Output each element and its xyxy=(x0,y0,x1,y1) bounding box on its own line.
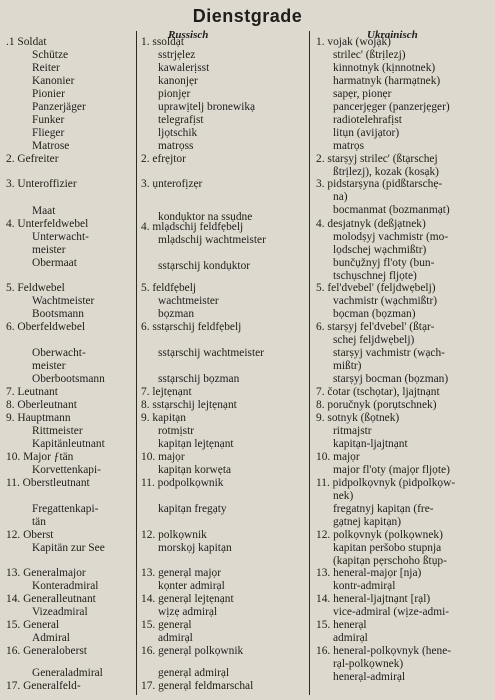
russian-rank-line: matrọss xyxy=(158,140,194,152)
russian-rank-line: uprawịtelj bronewikạ xyxy=(158,101,256,113)
russian-rank-line: 12. polkọwnik xyxy=(141,529,207,541)
ukrainian-rank-line: pancerjẹger (panzerjẹger) xyxy=(333,101,450,113)
russian-rank-line: wachtmeister xyxy=(158,295,219,307)
german-rank-line: 7. Leutnant xyxy=(6,386,58,398)
german-rank-line: 13. Generalmajor xyxy=(6,567,86,579)
ukrainian-rank-line: starṣyj bocman (bọzman) xyxy=(333,373,449,385)
russian-rank-line: 9. kapitạn xyxy=(141,412,186,424)
russian-rank-line: sstạrschij wachtmeister xyxy=(158,347,264,359)
german-rank-line: Matrose xyxy=(32,140,70,152)
ukrainian-rank-line: kontr-admirạl xyxy=(333,580,396,592)
ukrainian-rank-line: mißtr) xyxy=(333,360,362,372)
german-rank-line: Panzerjäger xyxy=(32,101,86,113)
russian-rank-line: 6. sstạrschij feldfẹbelj xyxy=(141,321,242,333)
ukrainian-rank-line: ßtrịlezj), kozak (kosạk) xyxy=(333,166,439,178)
ukrainian-rank-line: vachmistr (wạchmißtr) xyxy=(333,295,438,307)
ukrainian-rank-line: 12. polkọvnyk (polkọwnek) xyxy=(316,529,443,541)
german-rank-line: Funker xyxy=(32,114,65,126)
german-rank-line: Reiter xyxy=(32,62,60,74)
ukrainian-rank-line: kapitan peršobo stupnja xyxy=(333,542,442,554)
german-rank-line: Konteradmiral xyxy=(32,580,99,592)
german-rank-line: 15. General xyxy=(6,619,60,631)
german-rank-line: .1 Soldat xyxy=(6,36,47,48)
german-rank-line: Unterwacht- xyxy=(32,231,89,243)
german-rank-line: Vizeadmiral xyxy=(32,606,88,618)
german-rank-line: 8. Oberleutnant xyxy=(6,399,77,411)
ukrainian-rank-line: 4. desjatnyk (deßjạtnek) xyxy=(316,218,426,230)
russian-rank-line: kapitạn fregạty xyxy=(158,503,227,515)
german-rank-line: tän xyxy=(32,516,46,528)
ukrainian-rank-line: gạtnej kapitạn) xyxy=(333,516,401,528)
ukrainian-rank-line: 13. heneral-majọr [nja) xyxy=(316,567,422,579)
german-rank-line: Kapitänleutnant xyxy=(32,438,105,450)
russian-rank-line: 14. generạl lejtẹnạnt xyxy=(141,593,234,605)
german-rank-line: meister xyxy=(32,360,66,372)
ukrainian-rank-line: 9. sotnyk (ßọtnek) xyxy=(316,412,400,424)
ukrainian-rank-line: 7. čotar (tschọtar), ljajtnạnt xyxy=(316,386,440,398)
german-rank-line: Korvettenkapi- xyxy=(32,464,101,476)
ukrainian-rank-line: admirạl xyxy=(333,632,368,644)
russian-rank-line: pionjẹr xyxy=(158,88,191,100)
german-rank-line: meister xyxy=(32,244,66,256)
german-rank-line: Obermaat xyxy=(32,257,77,269)
ukrainian-rank-line: (kapitạn pẹrschoho ßtụp- xyxy=(333,555,447,567)
russian-rank-line: 1. ssoldạt xyxy=(141,36,185,48)
ukrainian-rank-line: bunčụžnyj fl'oty (bun- xyxy=(333,257,435,269)
russian-rank-line: wịzẹ admirạl xyxy=(158,606,218,618)
german-rank-line: Rittmeister xyxy=(32,425,83,437)
ukrainian-rank-line: 14. heneral-ljajtnạnt [rạl) xyxy=(316,593,431,605)
german-rank-line: Wachtmeister xyxy=(32,295,95,307)
ukrainian-rank-line: 16. heneral-polkọvnyk (hene- xyxy=(316,645,452,657)
german-rank-line: Maat xyxy=(32,205,56,217)
ukrainian-rank-line: kinnotnyk (kịnnotnek) xyxy=(333,62,436,74)
ukrainian-rank-line: radiotelehrafịst xyxy=(333,114,402,126)
russian-rank-line: 3. ụnterofịzẹr xyxy=(141,178,203,190)
russian-rank-line: kapitạn lejtẹnạnt xyxy=(158,438,234,450)
ukrainian-rank-line: nek) xyxy=(333,490,354,502)
german-rank-line: 5. Feldwebel xyxy=(6,282,65,294)
ukrainian-rank-line: strilec' (ßtrịlezj) xyxy=(333,49,406,61)
german-rank-line: Bootsmann xyxy=(32,308,84,320)
ukrainian-rank-line: litụn (avijạtor) xyxy=(333,127,400,139)
russian-rank-line: telegrafịst xyxy=(158,114,204,126)
ukrainian-rank-line: 5. fel'dvebel' (feljdwẹbelj) xyxy=(316,282,436,294)
ukrainian-rank-line: lọdschej wạchmißtr) xyxy=(333,244,427,256)
ukrainian-rank-line: rạl-polkọwnek) xyxy=(333,658,404,670)
russian-rank-line: 15. generạl xyxy=(141,619,192,631)
ukrainian-rank-line: vice-admiral (wịze-admi- xyxy=(333,606,450,618)
ukrainian-rank-line: 3. pidstarṣyna (pidßtarschẹ- xyxy=(316,178,443,190)
russian-rank-line: morskọj kapitạn xyxy=(158,542,232,554)
russian-rank-line: sstrjẹlez xyxy=(158,49,196,61)
ukrainian-rank-line: 10. majọr xyxy=(316,451,360,463)
german-rank-line: 3. Unteroffizier xyxy=(6,178,77,190)
russian-rank-line: 11. podpolkọwnik xyxy=(141,477,224,489)
german-rank-line: 6. Oberfeldwebel xyxy=(6,321,86,333)
page-title: Dienstgrade xyxy=(192,6,303,26)
ukrainian-rank-line: sapẹr, pionẹr xyxy=(333,88,392,100)
ukrainian-rank-line: fregatnyj kapitạn (fre- xyxy=(333,503,434,515)
russian-rank-line: sstạrschij kondụktor xyxy=(158,260,251,272)
german-rank-line: 14. Generalleutnant xyxy=(6,593,96,605)
ukrainian-rank-line: kapitạn-ljajtnạnt xyxy=(333,438,408,450)
german-rank-line: 10. Major ƒtän xyxy=(6,451,74,463)
russian-rank-line: kọnter admirạl xyxy=(158,580,225,592)
ukrainian-rank-line: 2. starṣyj strilec' (ßtạrschej xyxy=(316,153,438,165)
german-rank-line: Pionier xyxy=(32,88,65,100)
german-rank-line: 4. Unterfeldwebel xyxy=(6,218,89,230)
ukrainian-rank-line: harmatnyk (harmạtnek) xyxy=(333,75,441,87)
german-rank-line: Generaladmiral xyxy=(32,667,103,679)
ukrainian-rank-line: 11. pidpolkọvnyk (pidpolkọw- xyxy=(316,477,456,489)
ukrainian-column-header: Ukrainisch xyxy=(367,29,418,41)
ukrainian-rank-line: matrọs xyxy=(333,140,365,152)
russian-rank-line: 10. majọr xyxy=(141,451,185,463)
ukrainian-rank-line: 15. henerạl xyxy=(316,619,367,631)
russian-rank-line: mlạdschij wachtmeister xyxy=(158,234,266,246)
ukrainian-rank-line: bọcman (bọzman) xyxy=(333,308,416,320)
ukrainian-rank-line: bocmanmat (bozmanmạt) xyxy=(333,204,450,216)
ukrainian-rank-line: 6. starṣyj fel'dvebel' (ßtạr- xyxy=(316,321,435,333)
russian-rank-line: rotmịstr xyxy=(158,425,195,437)
ukrainian-rank-line: 1. vojak (wojạk) xyxy=(316,36,391,48)
ukrainian-rank-line: henerạl-admirạl xyxy=(333,671,406,683)
ukrainian-rank-line: molodṣyj vachmistr (mo- xyxy=(333,231,449,243)
russian-rank-line: 2. efrẹjtor xyxy=(141,153,186,165)
ukrainian-rank-line: schej feljdwẹbelj) xyxy=(333,334,415,346)
russian-rank-line: kanonjẹr xyxy=(158,75,198,87)
german-rank-line: 11. Oberstleutnant xyxy=(6,477,90,489)
russian-rank-line: 5. feldfẹbelj xyxy=(141,282,197,294)
russian-rank-line: kondụktor na ssụdne xyxy=(158,211,253,223)
german-rank-line: 16. Generaloberst xyxy=(6,645,87,657)
german-rank-line: Admiral xyxy=(32,632,70,644)
german-rank-line: Flieger xyxy=(32,127,65,139)
german-rank-line: Oberwacht- xyxy=(32,347,86,359)
german-rank-line: Oberbootsmann xyxy=(32,373,105,385)
ukrainian-rank-line: major fl'oty (majọr fljọte) xyxy=(333,464,450,476)
russian-column-header: Russisch xyxy=(168,29,209,41)
german-rank-line: Fregattenkapi- xyxy=(32,503,99,515)
russian-rank-line: 4. mlạdschij feldfẹbelj xyxy=(141,221,244,233)
russian-rank-line: admirạl xyxy=(158,632,193,644)
ukrainian-rank-line: 8. poručnyk (porụtschnek) xyxy=(316,399,437,411)
german-rank-line: 17. Generalfeld- xyxy=(6,680,81,692)
russian-rank-line: 17. generạl feldmarschal xyxy=(141,680,254,692)
russian-rank-line: 7. lejtẹnạnt xyxy=(141,386,192,398)
russian-rank-line: ljọtschik xyxy=(158,127,198,139)
ukrainian-rank-line: ritmajstr xyxy=(333,425,372,437)
russian-rank-line: kawalerịsst xyxy=(158,62,210,74)
ukrainian-rank-line: na) xyxy=(333,191,348,203)
german-rank-line: Kanonier xyxy=(32,75,75,87)
russian-rank-line: 13. generạl majọr xyxy=(141,567,222,579)
ukrainian-rank-line: starṣyj vachmistr (wạch- xyxy=(333,347,445,359)
russian-rank-line: bọzman xyxy=(158,308,195,320)
russian-rank-line: 16. generạl polkọwnik xyxy=(141,645,244,657)
german-rank-line: 9. Hauptmann xyxy=(6,412,71,424)
german-rank-line: Kapitän zur See xyxy=(32,542,105,554)
german-rank-line: 12. Oberst xyxy=(6,529,54,541)
russian-rank-line: 8. sstạrschij lejtẹnạnt xyxy=(141,399,237,411)
russian-rank-line: kapitạn korwẹta xyxy=(158,464,232,476)
german-rank-line: 2. Gefreiter xyxy=(6,153,59,165)
russian-rank-line: sstạrschij bọzman xyxy=(158,373,240,385)
german-rank-line: Schütze xyxy=(32,49,69,61)
russian-rank-line: generạl admirạl xyxy=(158,667,230,679)
ukrainian-rank-line: tschụschnej fljọte) xyxy=(333,270,417,282)
